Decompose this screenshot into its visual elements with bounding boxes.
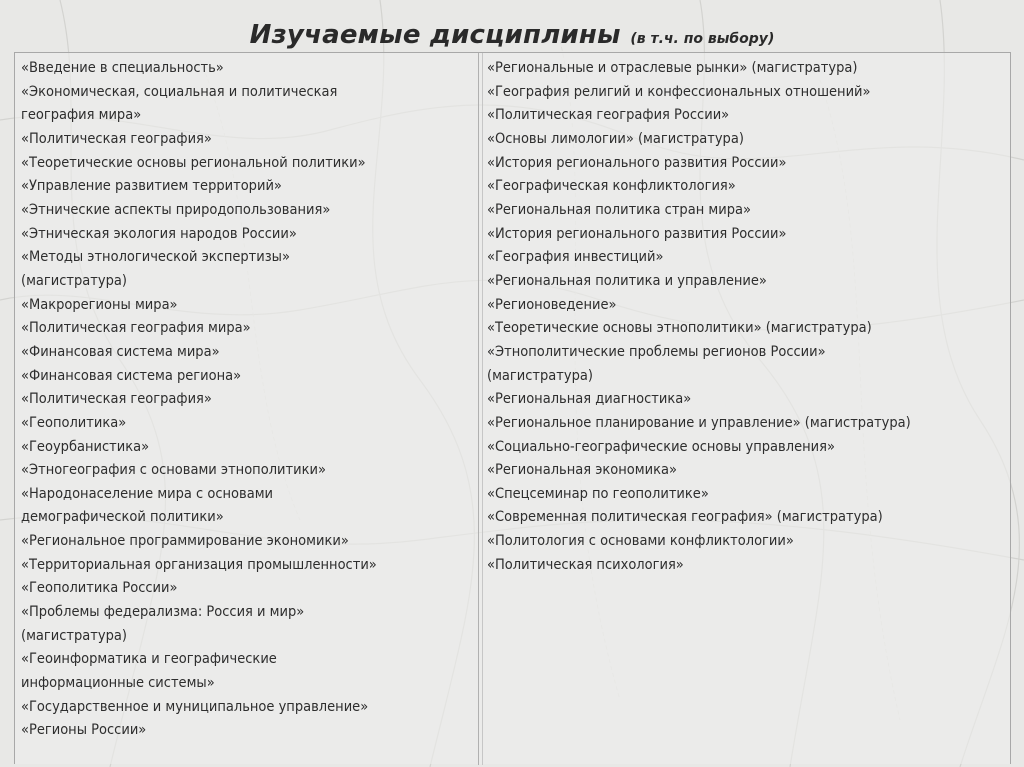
list-item: «Региональное программирование экономики» [21, 533, 349, 550]
list-item: «Политическая психология» [487, 556, 684, 573]
list-item: «Народонаселение мира с основами [21, 485, 274, 502]
list-item: «Политическая география» [21, 391, 212, 408]
list-item: «Методы этнологической экспертизы» [21, 249, 290, 266]
list-item: «Управление развитием территорий» [21, 178, 282, 195]
list-item: информационные системы» [21, 675, 215, 692]
column-divider-inner [482, 53, 483, 765]
list-item: «Региональная диагностика» [487, 391, 692, 408]
list-item: «География инвестиций» [487, 249, 664, 266]
list-item: «Региональная политика стран мира» [487, 201, 751, 218]
list-item: «Региональное планирование и управление» (магистратура) [487, 414, 911, 431]
list-item: «Геоинформатика и географические [21, 651, 277, 668]
list-item: «Геоурбанистика» [21, 438, 150, 455]
list-item: «Основы лимологии» (магистратура) [487, 130, 744, 147]
list-item: «Макрорегионы мира» [21, 296, 178, 313]
list-item: «Современная политическая география» (магистратура) [487, 509, 883, 526]
list-item: «Теоретические основы этнополитики» (магистратура) [487, 320, 872, 337]
list-item: (магистратура) [487, 367, 593, 384]
list-item: «История регионального развития России» [487, 225, 787, 242]
disciplines-table [14, 52, 1011, 764]
list-item: «Региональные и отраслевые рынки» (магистратура) [487, 60, 858, 76]
slide-title [0, 20, 1024, 50]
left-column-list [21, 57, 473, 743]
list-item: «Территориальная организация промышленности» [21, 556, 377, 573]
list-item: «Теоретические основы региональной политики» [21, 154, 366, 171]
list-item: (магистратура) [21, 627, 127, 644]
list-item: «История регионального развития России» [487, 154, 787, 171]
list-item: «Спецсеминар по геополитике» [487, 485, 709, 502]
list-item: «Политическая география России» [487, 107, 730, 124]
list-item: «Политическая география мира» [21, 320, 251, 337]
list-item: «Социально-географические основы управления» [487, 438, 835, 455]
list-item: демографической политики» [21, 509, 224, 526]
list-item: «Регионы России» [21, 722, 147, 739]
title-subtitle: (в т.ч. по выбору) [630, 31, 775, 47]
list-item: «Финансовая система мира» [21, 343, 220, 360]
list-item: «Геополитика» [21, 414, 127, 431]
list-item: «Финансовая система региона» [21, 367, 242, 384]
title-main: Изучаемые дисциплины [249, 20, 621, 50]
list-item: «Проблемы федерализма: Россия и мир» [21, 604, 305, 621]
list-item: «Географическая конфликтология» [487, 178, 736, 195]
list-item: «Этнополитические проблемы регионов России» [487, 343, 826, 360]
list-item: «География религий и конфессиональных отношений» [487, 83, 871, 100]
column-divider [478, 53, 479, 765]
list-item: география мира» [21, 107, 142, 124]
list-item: «Этническая экология народов России» [21, 225, 297, 242]
list-item: «Геополитика России» [21, 580, 178, 597]
list-item: «Этногеография с основами этнополитики» [21, 462, 326, 479]
list-item: «Государственное и муниципальное управление» [21, 698, 369, 715]
list-item: (магистратура) [21, 272, 127, 289]
list-item: «Этнические аспекты природопользования» [21, 201, 331, 218]
list-item: «Экономическая, социальная и политическая [21, 83, 338, 100]
list-item: «Региональная экономика» [487, 462, 677, 479]
list-item: «Политология с основами конфликтологии» [487, 533, 794, 550]
list-item: «Введение в специальность» [21, 60, 224, 76]
list-item: «Регионоведение» [487, 296, 617, 313]
right-column-list [487, 57, 1007, 577]
list-item: «Региональная политика и управление» [487, 272, 767, 289]
list-item: «Политическая география» [21, 130, 212, 147]
